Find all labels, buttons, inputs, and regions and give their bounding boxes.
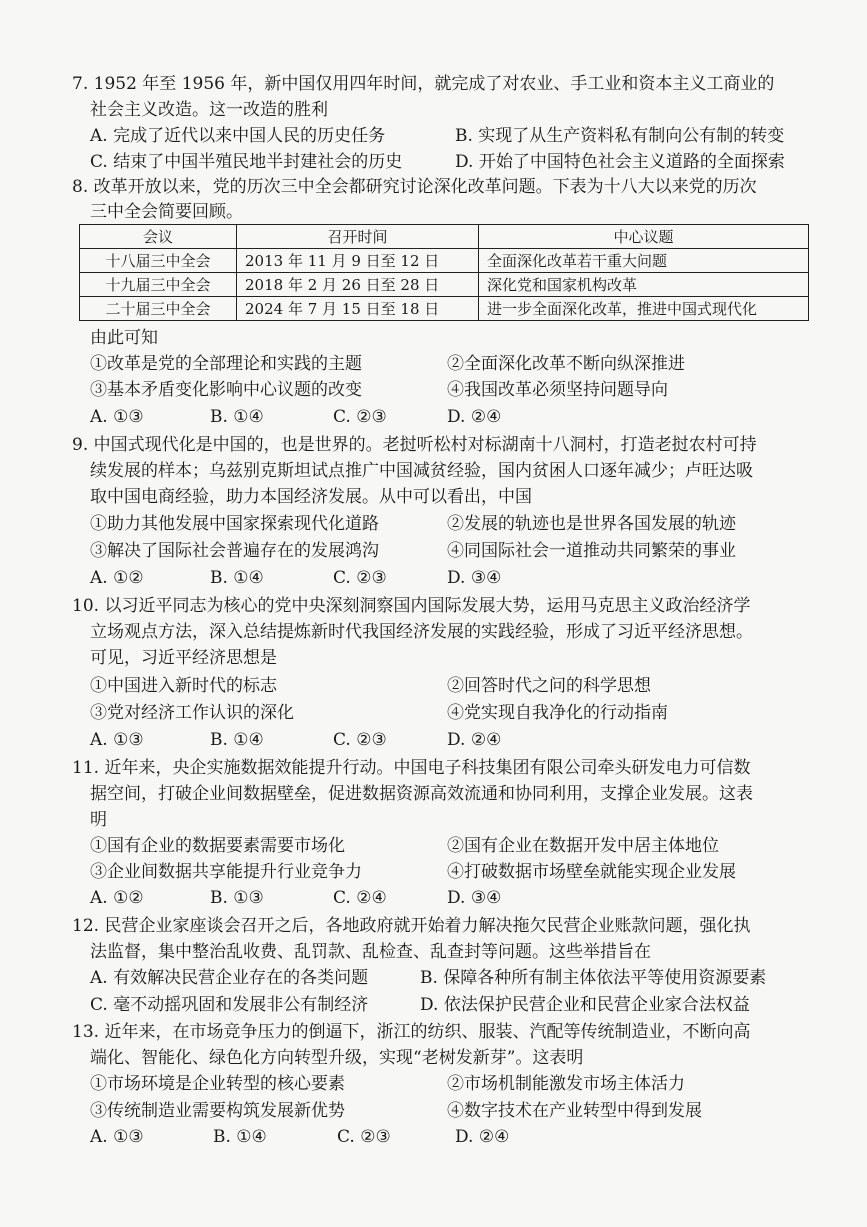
q10-item-1: ①中国进入新时代的标志 xyxy=(90,676,277,696)
q11-stem-line1: 11. 近年来，央企实施数据效能提升行动。中国电子科技集团有限公司牵头研发电力可信数 xyxy=(72,758,751,778)
q9-item-1: ①助力其他发展中国家探索现代化道路 xyxy=(90,514,379,534)
q7-option-c: C. 结束了中国半殖民地半封建社会的历史 xyxy=(90,152,403,172)
q8-answer-b: B. ①④ xyxy=(210,407,264,427)
table-header: 召开时间 xyxy=(237,225,479,249)
q13-item-2: ②市场机制能激发市场主体活力 xyxy=(447,1074,685,1094)
q11-item-3: ③企业间数据共享能提升行业竞争力 xyxy=(90,862,362,882)
q10-answer-c: C. ②③ xyxy=(333,730,387,750)
q11-answer-b: B. ①③ xyxy=(210,888,264,908)
q9-stem-line2: 续发展的样本；乌兹别克斯坦试点推广中国减贫经验，国内贫困人口逐年减少；卢旺达吸 xyxy=(90,461,753,481)
q8-item-3: ③基本矛盾变化影响中心议题的改变 xyxy=(90,380,362,400)
q9-item-3: ③解决了国际社会普遍存在的发展鸿沟 xyxy=(90,541,379,561)
q10-answer-a: A. ①③ xyxy=(90,730,144,750)
q11-item-1: ①国有企业的数据要素需要市场化 xyxy=(90,836,345,856)
q12-option-d: D. 依法保护民营企业和民营企业家合法权益 xyxy=(420,995,750,1015)
table-cell: 全面深化改革若干重大问题 xyxy=(479,249,809,273)
q13-item-3: ③传统制造业需要构筑发展新优势 xyxy=(90,1101,345,1121)
table-cell: 二十届三中全会 xyxy=(80,297,237,321)
q12-option-b: B. 保障各种所有制主体依法平等使用资源要素 xyxy=(420,968,767,988)
q13-answer-b: B. ①④ xyxy=(213,1127,267,1147)
q7-option-d: D. 开始了中国特色社会主义道路的全面探索 xyxy=(455,152,785,172)
q9-answer-d: D. ③④ xyxy=(447,568,502,588)
q13-answer-c: C. ②③ xyxy=(337,1127,391,1147)
q7-stem-line1: 7. 1952 年至 1956 年，新中国仅用四年时间，就完成了对农业、手工业和资本主义工商业的 xyxy=(72,74,775,94)
q9-answer-c: C. ②③ xyxy=(333,568,387,588)
q9-stem-line1: 9. 中国式现代化是中国的，也是世界的。老挝听松村对标湖南十八洞村，打造老挝农村可持 xyxy=(72,435,757,455)
table-cell: 十九届三中全会 xyxy=(80,273,237,297)
table-row xyxy=(80,297,809,321)
q8-answer-d: D. ②④ xyxy=(447,407,502,427)
q8-answer-c: C. ②③ xyxy=(333,407,387,427)
q12-option-c: C. 毫不动摇巩固和发展非公有制经济 xyxy=(90,995,369,1015)
q8-answer-a: A. ①③ xyxy=(90,407,144,427)
q13-answer-d: D. ②④ xyxy=(455,1127,510,1147)
table-cell: 十八届三中全会 xyxy=(80,249,237,273)
table-header: 会议 xyxy=(80,225,237,249)
q9-stem-line3: 取中国电商经验，助力本国经济发展。从中可以看出，中国 xyxy=(90,487,532,507)
q8-stem-line2: 三中全会简要回顾。 xyxy=(90,202,243,222)
table-cell: 进一步全面深化改革，推进中国式现代化 xyxy=(479,297,809,321)
q11-stem-line2: 据空间，打破企业间数据壁垒，促进数据资源高效流通和协同利用，支撑企业发展。这表 xyxy=(90,784,753,804)
q9-answer-a: A. ①② xyxy=(90,568,144,588)
q13-stem-line2: 端化、智能化、绿色化方向转型升级，实现“老树发新芽”。这表明 xyxy=(90,1048,584,1068)
q9-answer-b: B. ①④ xyxy=(210,568,264,588)
q9-item-4: ④同国际社会一道推动共同繁荣的事业 xyxy=(447,541,736,561)
q13-item-1: ①市场环境是企业转型的核心要素 xyxy=(90,1074,345,1094)
table-row xyxy=(80,273,809,297)
q8-stem-line1: 8. 改革开放以来，党的历次三中全会都研究讨论深化改革问题。下表为十八大以来党的历次 xyxy=(72,177,757,197)
table-cell: 2018 年 2 月 26 日至 28 日 xyxy=(237,273,479,297)
q10-stem-line3: 可见，习近平经济思想是 xyxy=(90,648,277,668)
q9-item-2: ②发展的轨迹也是世界各国发展的轨迹 xyxy=(447,514,736,534)
table-header: 中心议题 xyxy=(479,225,809,249)
table-row xyxy=(80,249,809,273)
q8-item-2: ②全面深化改革不断向纵深推进 xyxy=(447,354,685,374)
q10-answer-b: B. ①④ xyxy=(210,730,264,750)
q12-stem-line2: 法监督，集中整治乱收费、乱罚款、乱检查、乱查封等问题。这些举措旨在 xyxy=(90,942,651,962)
table-cell: 2024 年 7 月 15 日至 18 日 xyxy=(237,297,479,321)
q11-answer-c: C. ②④ xyxy=(333,888,387,908)
q13-item-4: ④数字技术在产业转型中得到发展 xyxy=(447,1101,702,1121)
table-header-row xyxy=(80,225,809,249)
q10-stem-line1: 10. 以习近平同志为核心的党中央深刻洞察国内国际发展大势，运用马克思主义政治经济学 xyxy=(72,596,751,616)
q7-option-a: A. 完成了近代以来中国人民的历史任务 xyxy=(90,126,386,146)
q11-answer-d: D. ③④ xyxy=(447,888,502,908)
q11-answer-a: A. ①② xyxy=(90,888,144,908)
q13-answer-a: A. ①③ xyxy=(90,1127,144,1147)
q7-option-b: B. 实现了从生产资料私有制向公有制的转变 xyxy=(455,126,785,146)
q11-item-2: ②国有企业在数据开发中居主体地位 xyxy=(447,836,719,856)
q10-item-2: ②回答时代之问的科学思想 xyxy=(447,676,651,696)
q8-lead: 由此可知 xyxy=(90,328,158,348)
q7-stem-line2: 社会主义改造。这一改造的胜利 xyxy=(90,100,328,120)
q8-item-1: ①改革是党的全部理论和实践的主题 xyxy=(90,354,362,374)
q12-stem-line1: 12. 民营企业家座谈会召开之后，各地政府就开始着力解决拖欠民营企业账款问题，强化执 xyxy=(72,916,751,936)
q10-stem-line2: 立场观点方法，深入总结提炼新时代我国经济发展的实践经验，形成了习近平经济思想。 xyxy=(90,622,753,642)
q10-item-4: ④党实现自我净化的行动指南 xyxy=(447,703,668,723)
q13-stem-line1: 13. 近年来，在市场竞争压力的倒逼下，浙江的纺织、服装、汽配等传统制造业，不断向高 xyxy=(72,1022,751,1042)
q8-item-4: ④我国改革必须坚持问题导向 xyxy=(447,380,668,400)
q11-stem-line3: 明 xyxy=(90,810,107,830)
q12-option-a: A. 有效解决民营企业存在的各类问题 xyxy=(90,968,369,988)
plenum-summary-table xyxy=(79,224,809,321)
q10-item-3: ③党对经济工作认识的深化 xyxy=(90,703,294,723)
q11-item-4: ④打破数据市场壁垒就能实现企业发展 xyxy=(447,862,736,882)
table-cell: 深化党和国家机构改革 xyxy=(479,273,809,297)
table-cell: 2013 年 11 月 9 日至 12 日 xyxy=(237,249,479,273)
q10-answer-d: D. ②④ xyxy=(447,730,502,750)
